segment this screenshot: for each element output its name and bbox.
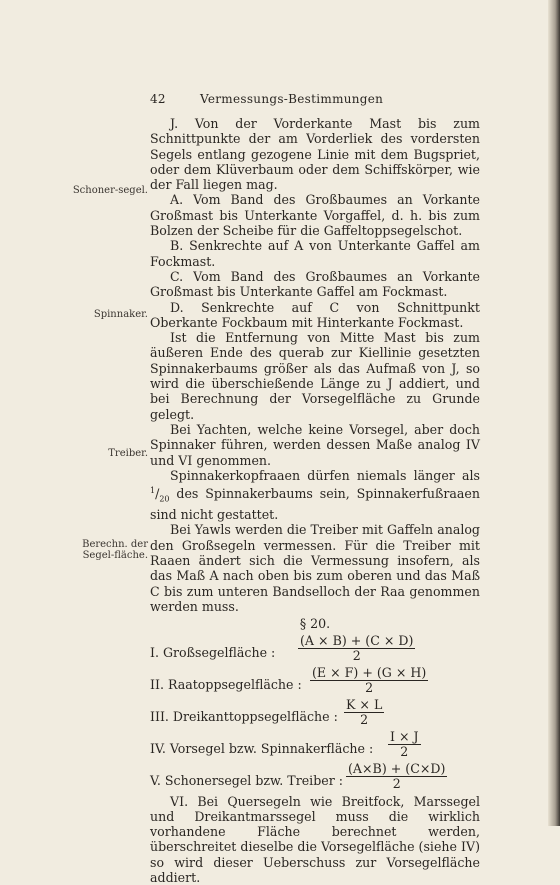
spinnaker-3-text-b: des Spinnakerbaums sein, Spinnakerfußraaen sind nicht gestattet. xyxy=(150,486,480,522)
formula-denominator: 2 xyxy=(310,681,428,695)
formula-numerator: (E × F) + (G × H) xyxy=(310,666,428,681)
formula-label: IV. Vorsegel bzw. Spinnakerfläche : xyxy=(150,741,373,756)
formula-numerator: I × J xyxy=(388,730,421,745)
page-number: 42 xyxy=(150,92,166,106)
paragraph-d: D. Senkrechte auf C von Schnittpunkt Oberkante Fockbaum mit Hinterkante Fockmast. xyxy=(150,300,480,331)
paragraph-a: A. Vom Band des Großbaumes an Vorkante Großmast bis Unterkante Vorgaffel, d. h. bis zum Bolzen der Scheibe für die Gaffeltoppsegelschot. xyxy=(150,192,480,238)
formula-3 xyxy=(150,698,480,728)
margin-note-berechnung: Berechn. der Segel-fläche. xyxy=(62,539,148,561)
formula-fraction xyxy=(298,634,415,663)
page-edge-shadow xyxy=(548,0,560,826)
formula-denominator: 2 xyxy=(298,649,415,663)
formula-denominator: 2 xyxy=(388,745,421,759)
formula-label: III. Dreikanttoppsegelfläche : xyxy=(150,709,338,724)
margin-note-schonersegel: Schoner-segel. xyxy=(62,185,148,196)
paragraph-spinnaker-2: Bei Yachten, welche keine Vorsegel, aber doch Spinnaker führen, werden dessen Maße analog IV und VI genommen. xyxy=(150,422,480,468)
formula-label: II. Raatoppsegelfläche : xyxy=(150,677,302,692)
formula-1 xyxy=(150,634,480,664)
paragraph-spinnaker-1: Ist die Entfernung von Mitte Mast bis zum äußeren Ende des querab zur Kiellinie gesetzten Spinnakerbaums größer als das Aufmaß von J, so wird die überschießende Länge zu J addiert, und bei Berechnung der Vorsegelfläche zu Grunde gelegt. xyxy=(150,330,480,422)
formula-denominator: 2 xyxy=(344,713,384,727)
margin-note-treiber: Treiber. xyxy=(62,448,148,459)
formula-numerator: K × L xyxy=(344,698,384,713)
fraction-numerator: 1 xyxy=(150,486,155,495)
formula-numerator: (A × B) + (C × D) xyxy=(298,634,415,649)
formula-label: V. Schonersegel bzw. Treiber : xyxy=(150,773,343,788)
paragraph-vi: VI. Bei Quersegeln wie Breitfock, Marssegel und Dreikantmarssegel muss die wirklich vorhandene Fläche berechnet werden, überschreitet dieselbe die Vorsegelfläche (siehe IV) so wird dieser Ueberschuss zur Vorsegelfläche addiert. xyxy=(150,794,480,885)
formula-fraction xyxy=(388,730,421,759)
paragraph-spinnaker-3: Spinnakerkopfraaen dürfen niemals länger als $^1/_{20}$ des Spinnakerbaums sein, Spinnakerfußraaen sind nicht gestattet. xyxy=(150,468,480,523)
spinnaker-3-text-a: Spinnakerkopfraaen dürfen niemals länger als xyxy=(170,468,480,483)
formula-label: I. Großsegelfläche : xyxy=(150,645,275,660)
formula-2 xyxy=(150,666,480,696)
paragraph-treiber: Bei Yawls werden die Treiber mit Gaffeln analog den Großsegeln vermessen. Für die Treiber mit Raaen ändert sich die Vermessung insofern, als das Maß A nach oben bis zum oberen und das Maß C bis zum unteren Bandselloch der Raa genommen werden muss. xyxy=(150,522,480,614)
margin-note-spinnaker: Spinnaker. xyxy=(62,309,148,320)
formula-numerator: (A×B) + (C×D) xyxy=(346,762,447,777)
formula-fraction xyxy=(346,762,447,791)
fraction-denominator: 20 xyxy=(159,495,169,504)
formula-4 xyxy=(150,730,480,760)
formula-fraction xyxy=(344,698,384,727)
paragraph-b: B. Senkrechte auf A von Unterkante Gaffel am Fockmast. xyxy=(150,238,480,269)
paragraph-c: C. Vom Band des Großbaumes an Vorkante Großmast bis Unterkante Gaffel am Fockmast. xyxy=(150,269,480,300)
section-heading: § 20. xyxy=(150,616,480,631)
paragraph-j: J. Von der Vorderkante Mast bis zum Schnittpunkte der am Vorderliek des vordersten Segels entlang gezogene Linie mit dem Bugspriet, oder dem Klüverbaum oder dem Schiffskörper, wie der Fall liegen mag. xyxy=(150,116,480,192)
running-title: Vermessungs-Bestimmungen xyxy=(200,92,383,106)
formula-5 xyxy=(150,762,480,792)
page-body xyxy=(150,116,480,885)
formula-denominator: 2 xyxy=(346,777,447,791)
formula-fraction xyxy=(310,666,428,695)
